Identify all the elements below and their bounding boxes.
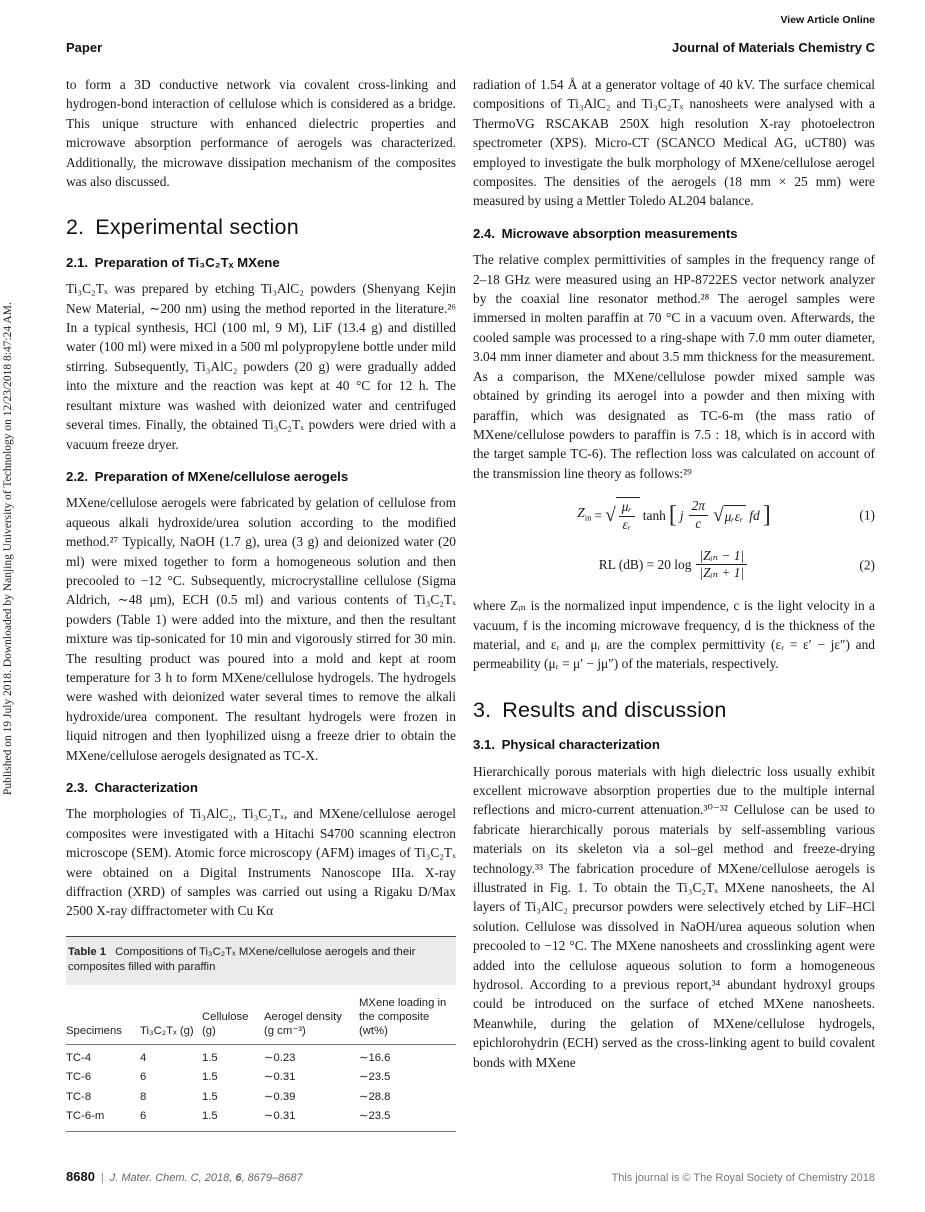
intro-paragraph: to form a 3D conductive network via covalent cross-linking and hydrogen-bond interaction of cellulose which is considered as a bridge. This unique structure with enhanced dielectric properties and microwave absorption performance of aerogels was characterized. Additionally, the microwave dissipation mechanism of the composites was also discussed.	[66, 77, 456, 190]
equation-1-number: (1)	[859, 507, 875, 523]
eq2-lhs: RL (dB) = 20 log	[598, 557, 692, 573]
table-row	[66, 1044, 456, 1067]
citation-volume: 6	[235, 1172, 242, 1184]
column-header: Ti₃C₂Tₓ (g)	[140, 994, 202, 1045]
section-3-heading: 3. Results and discussion	[473, 697, 727, 722]
cell-mxene-g: 8	[140, 1090, 147, 1103]
section-2-heading: 2. Experimental section	[66, 215, 299, 240]
section-2-2-heading: 2.2. Preparation of MXene/cellulose aerogels	[66, 468, 349, 484]
cell-loading: ∼23.5	[359, 1071, 391, 1084]
eq1-z-subscript: in	[584, 512, 592, 523]
left-bracket: [	[668, 501, 677, 528]
eq2-numerator: |Zᵢₙ − 1|	[696, 548, 747, 566]
sqrt-symbol	[713, 505, 746, 526]
section-2-3-paragraph: The morphologies of Ti₃AlC₂, Ti₃C₂Tₓ, and MXene/cellulose aerogel composites were investigated with a Hitachi S4700 scanning electron microscope (SEM). Atomic force microscopy (AFM) images of Ti₃C₂Tₓ were obtained on a Digital Instruments Nanoscope IIIa. X-ray diffraction (XRD) of samples was carried out using a Rigaku D/Max 2500 X-ray diffractometer with Cu Kα	[66, 806, 456, 919]
citation-year: , 2018,	[198, 1172, 236, 1184]
equation-2-number: (2)	[859, 557, 875, 573]
cell-cellulose-g: 1.5	[202, 1071, 218, 1084]
eq2-denominator: |Zᵢₙ + 1|	[699, 565, 745, 581]
download-watermark: Published on 19 July 2018. Downloaded by Nanjing University of Technology on 12/23/2018 8:47:24 AM.	[2, 302, 14, 795]
column-header: Specimens	[66, 994, 140, 1045]
column-header: Aerogel density (g cm⁻³)	[264, 994, 359, 1045]
section-2-2-paragraph: MXene/cellulose aerogels were fabricated by gelation of cellulose from aqueous alkali hydroxide/urea solution according to the modified method.²⁷ Typically, NaOH (1.7 g), urea (3 g) and deionized water (20 ml) were mixed together to form a homogeneous solution and then precooled to −12 °C. Subsequently, microcrystalline cellulose (Sigma Aldrich, ∼48 μm), ECH (0.5 ml) and various contents of Ti₃C₂Tₓ powders (Table 1) were added into the mixture, and then the resultant mixture was tip-sonicated for 10 min and vigorously stirred for 30 min. The resulting product was poured into a mold and kept at room temperature for 3 h to form MXene/cellulose hydrogels. The hydrogels were washed with deionized water several times to remove the alkali hydroxide/urea component. The resultant hydrogels were frozen in liquid nitrogen and then lyophilized uisng a freeze drier to obtain the MXene/cellulose aerogels designated as TC-X.	[66, 495, 456, 763]
page-header	[66, 40, 875, 55]
equation-1	[473, 497, 875, 534]
eq1-inner-numerator: 2π	[689, 498, 708, 516]
equation-2	[473, 548, 875, 583]
cell-density: ∼0.31	[264, 1071, 296, 1084]
eq1-inner-sqrt: μᵣεᵣ	[724, 505, 747, 526]
cell-loading: ∼28.8	[359, 1090, 391, 1103]
section-2-1-paragraph: Ti₃C₂Tₓ was prepared by etching Ti₃AlC₂ powders (Shenyang Kejin New Material, ∼200 nm) using the method reported in the literature.²⁶ In a typical synthesis, HCl (100 ml, 9 M), LiF (13.4 g) and distilled water (100 ml) were mixed in a 500 ml polypropylene bottle under mild stirring. Subsequently, Ti₃AlC₂ powders (20 g) were gradually added into the mixture and the reaction was kept at 40 °C for 12 h. The resultant mixture was washed with deionized water and centrifuged several times. Finally, the obtained Ti₃C₂Tₓ powders were dried with a vacuum freeze dryer.	[66, 281, 456, 452]
table-row	[66, 1106, 456, 1131]
citation-journal: J. Mater. Chem. C	[109, 1172, 199, 1184]
table-1-grid	[66, 994, 456, 1132]
cell-loading: ∼16.6	[359, 1051, 391, 1064]
eq1-tanh: tanh	[642, 507, 666, 523]
page-number: 8680	[66, 1169, 95, 1184]
journal-name: Journal of Materials Chemistry C	[672, 40, 875, 55]
table-1-caption-text: Compositions of Ti₃C₂Tₓ MXene/cellulose aerogels and their composites filled with paraffin	[68, 945, 416, 973]
sqrt-symbol	[605, 497, 640, 534]
section-3-1-heading: 3.1. Physical characterization	[473, 737, 660, 753]
radical-icon: √	[605, 504, 616, 526]
eq1-j: j	[679, 507, 684, 523]
right-column	[473, 75, 875, 1072]
cell-specimen: TC-8	[66, 1090, 92, 1103]
eq1-z: Z	[577, 504, 585, 520]
cell-cellulose-g: 1.5	[202, 1090, 218, 1103]
table-1-label: Table 1	[68, 945, 107, 958]
eq1-frac-numerator: μᵣ	[619, 499, 635, 517]
page-footer	[66, 1169, 875, 1184]
eq1-fd: fd	[749, 507, 760, 523]
table-row	[66, 1067, 456, 1087]
cell-specimen: TC-6-m	[66, 1110, 105, 1123]
radical-icon: √	[713, 504, 724, 526]
equation-definitions-paragraph: where Zᵢₙ is the normalized input impendence, c is the light velocity in a vacuum, f is the incoming microwave frequency, d is the thickness of the material, and εᵣ and μᵣ are the complex permittivity (εᵣ = ε′ − jε″) and permeability (μᵣ = μ′ − jμ″) of the materials, respectively.	[473, 598, 875, 672]
column-header: MXene loading in the composite (wt%)	[359, 994, 456, 1045]
column-header: Cellulose (g)	[202, 994, 264, 1045]
cell-density: ∼0.23	[264, 1051, 296, 1064]
citation-pages: , 8679–8687	[241, 1172, 303, 1184]
cell-cellulose-g: 1.5	[202, 1110, 218, 1123]
section-2-3-heading: 2.3. Characterization	[66, 780, 198, 795]
right-bracket: ]	[762, 501, 771, 528]
cell-specimen: TC-4	[66, 1051, 92, 1064]
equation-1-body	[577, 497, 770, 534]
section-2-4-paragraph: The relative complex permittivities of samples in the frequency range of 2–18 GHz were measured using an HP-8722ES vector network analyzer by the coaxial line resonator method.²⁸ The aerogel samples were immersed in molten paraffin at 70 °C in a vacuum oven. Afterwards, the cooled sample was processed to a ring-shape with 7.0 mm outer diameter, 3.04 mm inner diameter and about 3.5 mm thickness for the measurement. As a comparison, the MXene/cellulose powder mixed sample was obtained by grinding its aerogel into a powder and then mixing with paraffin, which was designated as TC-6-m (the mass ratio of MXene/cellulose powders to paraffin is 7.5 : 18, which is in accord with the target sample TC-6). The reflection loss was calculated on account of the transmission line theory as follows:²⁹	[473, 252, 875, 481]
view-article-online-link[interactable]: View Article Online	[780, 14, 875, 26]
eq1-frac-denominator: εᵣ	[622, 516, 632, 532]
table-row	[66, 1087, 456, 1107]
table-1-caption	[66, 936, 456, 985]
eq1-inner-denominator: c	[695, 515, 702, 531]
cell-density: ∼0.31	[264, 1110, 296, 1123]
cell-specimen: TC-6	[66, 1071, 92, 1084]
footer-citation	[66, 1169, 303, 1184]
cell-mxene-g: 6	[140, 1110, 147, 1123]
footer-divider: |	[100, 1172, 104, 1184]
table-header-row	[66, 994, 456, 1045]
section-3-1-paragraph: Hierarchically porous materials with high dielectric loss usually exhibit excellent microwave absorption properties due to the multiple internal reflections and micro-current attenuation.³⁰⁻³² Cellulose can be used to fabricate hierarchically porous materials by self-assembling various materials on its skeleton via a sol–gel method and freeze-drying technology.³³ The fabrication procedure of MXene/cellulose aerogels is illustrated in Fig. 1. To obtain the Ti₃C₂Tₓ MXene nanosheets, the Al layers of Ti₃AlC₂ precursor powders were selectively etched by LiF–HCl solution. Cellulose was dissolved in NaOH/urea aqueous solution when precooled to −12 °C. The MXene nanosheets and crosslinking agent were added into the cellulose aqueous solution to form a homogeneous hydrosol. According to a previous report,³⁴ abundant hydroxyl groups could be introduced on the surface of etched MXene nanosheets. Meanwhile, during the gelation of MXene/cellulose hydrogels, epichlorohydrin (ECH) served as the cross-linking agent to build covalent bonds with MXene	[473, 763, 875, 1070]
table-1	[66, 936, 456, 1132]
copyright-notice: This journal is © The Royal Society of Chemistry 2018	[611, 1172, 875, 1184]
xrd-continuation-paragraph: radiation of 1.54 Å at a generator voltage of 40 kV. The surface chemical compositions of Ti₃AlC₂ and Ti₃C₂Tₓ nanosheets were analysed with a ThermoVG RSCAKAB 250X high resolution X-ray photoelectron spectrometer (XPS). Micro-CT (SCANCO Medical AG, uCT80) was employed to investigate the bulk morphology of MXene/cellulose aerogel composites. The densities of the aerogels (18 mm × 25 mm) were measured by using a Mettler Toledo AL204 balance.	[473, 77, 875, 209]
running-head: Paper	[66, 40, 103, 55]
cell-mxene-g: 4	[140, 1051, 147, 1064]
section-2-1-heading: 2.1. Preparation of Ti₃C₂Tₓ MXene	[66, 254, 280, 270]
cell-mxene-g: 6	[140, 1071, 147, 1084]
cell-cellulose-g: 1.5	[202, 1051, 218, 1064]
left-column	[66, 75, 456, 1132]
cell-density: ∼0.39	[264, 1090, 296, 1103]
cell-loading: ∼23.5	[359, 1110, 391, 1123]
equation-2-body	[599, 548, 749, 583]
section-2-4-heading: 2.4. Microwave absorption measurements	[473, 225, 738, 241]
eq1-equals: =	[594, 507, 603, 523]
